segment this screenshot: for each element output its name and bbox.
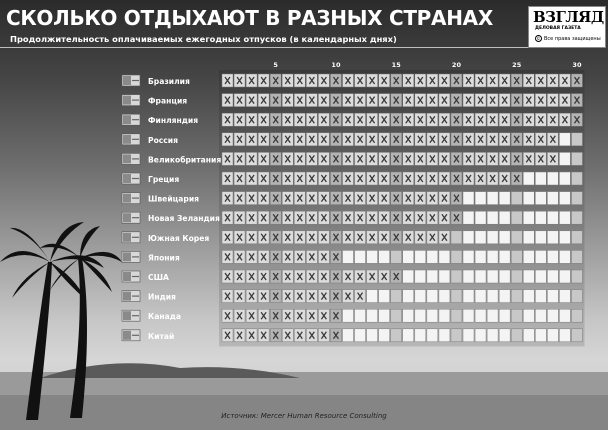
copyright-icon: © [536,36,541,41]
empty-day-cell [559,270,570,283]
row-label: Индия [148,292,176,302]
empty-day-cell [463,250,474,263]
empty-day-cell [487,231,498,244]
empty-day-cell [559,290,570,303]
china-flag-icon [122,330,140,341]
empty-day-cell [451,270,462,283]
empty-day-cell [487,270,498,283]
empty-day-cell [463,329,474,342]
empty-day-cell [415,250,426,263]
empty-day-cell [511,231,522,244]
row-label: Греция [148,175,180,184]
row-label: Новая Зеландия [148,214,220,224]
empty-day-cell [571,329,582,342]
empty-day-cell [535,172,546,185]
empty-day-cell [415,309,426,322]
empty-day-cell [475,270,486,283]
empty-day-cell [463,231,474,244]
empty-day-cell [559,152,570,165]
empty-day-cell [559,133,570,146]
empty-day-cell [427,309,438,322]
empty-day-cell [571,309,582,322]
empty-day-cell [499,192,510,205]
empty-day-cell [367,329,378,342]
empty-day-cell [487,192,498,205]
empty-day-cell [415,290,426,303]
empty-day-cell [439,329,450,342]
empty-day-cell [475,290,486,303]
chart-row [122,172,582,185]
x-tick-label: 15 [391,61,401,69]
empty-day-cell [523,211,534,224]
empty-day-cell [511,329,522,342]
empty-day-cell [535,329,546,342]
chart-title: СКОЛЬКО ОТДЫХАЮТ В РАЗНЫХ СТРАНАХ [6,6,493,30]
empty-day-cell [535,250,546,263]
empty-day-cell [559,329,570,342]
japan-flag-icon [122,251,140,262]
empty-day-cell [355,329,366,342]
south-korea-flag-icon [122,232,140,243]
empty-day-cell [391,290,402,303]
empty-day-cell [487,329,498,342]
empty-day-cell [475,329,486,342]
empty-day-cell [463,290,474,303]
empty-day-cell [475,250,486,263]
empty-day-cell [427,290,438,303]
row-label: Китай [148,331,175,341]
empty-day-cell [403,309,414,322]
empty-day-cell [487,309,498,322]
empty-day-cell [547,172,558,185]
row-label: Япония [148,253,180,263]
row-label: Финляндия [148,116,199,126]
empty-day-cell [547,231,558,244]
empty-day-cell [343,309,354,322]
empty-day-cell [571,152,582,165]
empty-day-cell [547,270,558,283]
empty-day-cell [559,192,570,205]
empty-day-cell [427,250,438,263]
india-flag-icon [122,291,140,302]
empty-day-cell [499,231,510,244]
empty-day-cell [523,172,534,185]
empty-day-cell [511,211,522,224]
empty-day-cell [535,309,546,322]
empty-day-cell [535,211,546,224]
empty-day-cell [559,231,570,244]
row-label: Великобритания [148,155,222,165]
empty-day-cell [559,309,570,322]
empty-day-cell [547,290,558,303]
chart-subtitle: Продолжительность оплачиваемых ежегодных отпусков (в календарных днях) [10,34,397,44]
row-label: Россия [148,135,178,145]
chart-row [122,74,582,87]
empty-day-cell [499,270,510,283]
usa-flag-icon [122,271,140,282]
empty-day-cell [403,329,414,342]
empty-day-cell [559,172,570,185]
empty-day-cell [439,270,450,283]
empty-day-cell [499,211,510,224]
empty-day-cell [403,290,414,303]
empty-day-cell [367,250,378,263]
france-flag-icon [122,95,140,106]
empty-day-cell [535,270,546,283]
chart-row [122,231,582,244]
canada-flag-icon [122,310,140,321]
row-label: Южная Корея [148,233,210,243]
x-tick-label: 10 [331,61,341,69]
empty-day-cell [451,309,462,322]
chart-row [122,290,582,303]
empty-day-cell [475,211,486,224]
empty-day-cell [379,309,390,322]
empty-day-cell [535,192,546,205]
chart-row [122,309,582,322]
empty-day-cell [475,231,486,244]
empty-day-cell [523,309,534,322]
logo-rights [535,35,601,42]
empty-day-cell [487,250,498,263]
chart-row [122,94,582,107]
empty-day-cell [499,329,510,342]
empty-day-cell [571,290,582,303]
logo-name: ВЗГЛЯД [533,8,604,26]
empty-day-cell [499,250,510,263]
empty-day-cell [403,270,414,283]
brazil-flag-icon [122,75,140,86]
uk-flag-icon [122,153,140,164]
new-zealand-flag-icon [122,212,140,223]
empty-day-cell [499,290,510,303]
empty-day-cell [379,250,390,263]
empty-day-cell [463,309,474,322]
empty-day-cell [559,211,570,224]
empty-day-cell [547,192,558,205]
empty-day-cell [559,250,570,263]
row-label: Швейцария [148,194,200,204]
empty-day-cell [391,250,402,263]
finland-flag-icon [122,114,140,125]
x-tick-label: 20 [451,61,461,69]
x-tick-label: 30 [572,61,582,69]
empty-day-cell [415,329,426,342]
logo-rights-text: Все права защищены [544,36,601,42]
empty-day-cell [535,231,546,244]
empty-day-cell [451,329,462,342]
x-tick-label: 5 [273,61,278,69]
empty-day-cell [475,309,486,322]
empty-day-cell [535,290,546,303]
grid-panel [219,70,585,346]
empty-day-cell [571,270,582,283]
grid-background [219,70,585,346]
empty-day-cell [475,192,486,205]
empty-day-cell [511,309,522,322]
empty-day-cell [427,270,438,283]
empty-day-cell [511,290,522,303]
empty-day-cell [427,329,438,342]
greece-flag-icon [122,173,140,184]
empty-day-cell [523,290,534,303]
empty-day-cell [403,250,414,263]
empty-day-cell [367,290,378,303]
empty-day-cell [571,250,582,263]
vzglyad-logo [528,6,606,48]
empty-day-cell [367,309,378,322]
chart-row [122,270,582,283]
empty-day-cell [439,309,450,322]
empty-day-cell [571,192,582,205]
chart-row [122,113,582,126]
empty-day-cell [547,309,558,322]
row-label: Канада [148,312,181,322]
empty-day-cell [523,250,534,263]
source-note: Источник: Mercer Human Resource Consulting [221,412,387,420]
switzerland-flag-icon [122,193,140,204]
empty-day-cell [391,309,402,322]
empty-day-cell [511,270,522,283]
empty-day-cell [571,133,582,146]
empty-day-cell [547,329,558,342]
empty-day-cell [487,290,498,303]
empty-day-cell [451,290,462,303]
row-label: Франция [148,96,188,106]
x-axis-ticks [273,61,582,69]
empty-day-cell [355,309,366,322]
empty-day-cell [451,250,462,263]
empty-day-cell [571,172,582,185]
russia-flag-icon [122,134,140,145]
empty-day-cell [415,270,426,283]
chart-row [122,211,582,224]
empty-day-cell [379,329,390,342]
empty-day-cell [439,290,450,303]
empty-day-cell [571,211,582,224]
empty-day-cell [463,270,474,283]
empty-day-cell [511,250,522,263]
empty-day-cell [343,250,354,263]
chart-row [122,250,582,263]
empty-day-cell [463,192,474,205]
chart-row [122,133,582,146]
chart-row [122,152,582,165]
empty-day-cell [511,192,522,205]
empty-day-cell [463,211,474,224]
chart-row [122,329,582,342]
empty-day-cell [571,231,582,244]
empty-day-cell [355,250,366,263]
empty-day-cell [379,290,390,303]
logo-tagline: ДЕЛОВАЯ ГАЗЕТА [535,26,581,31]
empty-day-cell [523,329,534,342]
empty-day-cell [523,231,534,244]
row-label: Бразилия [148,77,190,86]
empty-day-cell [547,250,558,263]
chart-row [122,192,582,205]
empty-day-cell [523,192,534,205]
empty-day-cell [523,270,534,283]
header-divider [0,47,528,48]
empty-day-cell [439,250,450,263]
empty-day-cell [451,231,462,244]
empty-day-cell [391,329,402,342]
empty-day-cell [547,211,558,224]
empty-day-cell [343,329,354,342]
row-label: США [148,273,169,282]
x-tick-label: 25 [512,61,522,69]
empty-day-cell [499,309,510,322]
empty-day-cell [487,211,498,224]
